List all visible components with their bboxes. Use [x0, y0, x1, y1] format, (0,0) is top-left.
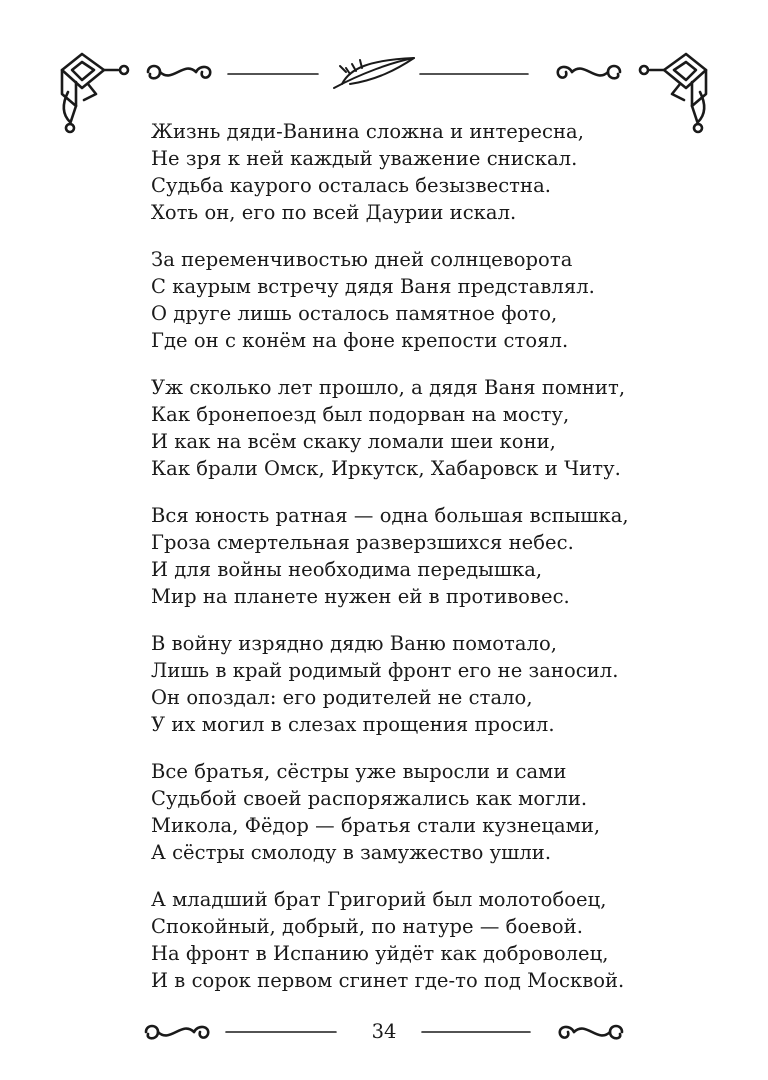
- scroll-flourish-icon: [148, 66, 210, 78]
- poem-line: Судьба каурого осталась безызвестна.: [151, 174, 551, 197]
- feather-icon: [334, 58, 414, 88]
- stanza: [151, 502, 711, 630]
- poem-line: Где он с конём на фоне крепости стоял.: [151, 329, 569, 352]
- poem-line: Уж сколько лет прошло, а дядя Ваня помнит,: [151, 376, 626, 399]
- celtic-knot-corner-icon: [62, 54, 128, 132]
- stanza: [151, 374, 711, 502]
- poem: [151, 118, 711, 1014]
- scroll-flourish-icon: [558, 66, 620, 78]
- poem-line: И как на всём скаку ломали шеи кони,: [151, 430, 556, 453]
- poem-line: Не зря к ней каждый уважение снискал.: [151, 147, 578, 170]
- poem-line: И для войны необходима передышка,: [151, 558, 543, 581]
- poem-line: Спокойный, добрый, по натуре — боевой.: [151, 915, 583, 938]
- poem-line: Лишь в край родимый фронт его не заносил.: [151, 659, 619, 682]
- poem-line: С каурым встречу дядя Ваня представлял.: [151, 275, 595, 298]
- poem-line: Хоть он, его по всей Даурии искал.: [151, 201, 517, 224]
- poem-line: Микола, Фёдор — братья стали кузнецами,: [151, 814, 601, 837]
- poem-line: Вся юность ратная — одна большая вспышка,: [151, 504, 629, 527]
- poem-line: Как бронепоезд был подорван на мосту,: [151, 403, 570, 426]
- stanza: [151, 246, 711, 374]
- poem-line: Как брали Омск, Иркутск, Хабаровск и Читу.: [151, 457, 621, 480]
- poem-line: Жизнь дяди-Ванина сложна и интересна,: [151, 120, 584, 143]
- poem-line: О друге лишь осталось памятное фото,: [151, 302, 558, 325]
- poem-line: За переменчивостью дней солнцеворота: [151, 248, 573, 271]
- poem-line: Все братья, сёстры уже выросли и сами: [151, 760, 567, 783]
- poem-line: В войну изрядно дядю Ваню помотало,: [151, 632, 558, 655]
- poem-line: На фронт в Испанию уйдёт как доброволец,: [151, 942, 609, 965]
- stanza: [151, 118, 711, 246]
- poem-line: А сёстры смолоду в замужество ушли.: [151, 841, 552, 864]
- poem-line: У их могил в слезах прощения просил.: [151, 713, 555, 736]
- poem-line: Судьбой своей распоряжались как могли.: [151, 787, 588, 810]
- poem-line: Мир на планете нужен ей в противовес.: [151, 585, 570, 608]
- poem-line: Гроза смертельная разверзшихся небес.: [151, 531, 574, 554]
- stanza: [151, 758, 711, 886]
- poem-line: А младший брат Григорий был молотобоец,: [151, 888, 607, 911]
- page-number: 34: [371, 1020, 397, 1043]
- stanza: [151, 886, 711, 1014]
- poem-line: Он опоздал: его родителей не стало,: [151, 686, 533, 709]
- poem-line: И в сорок первом сгинет где-то под Москвой.: [151, 969, 625, 992]
- stanza: [151, 630, 711, 758]
